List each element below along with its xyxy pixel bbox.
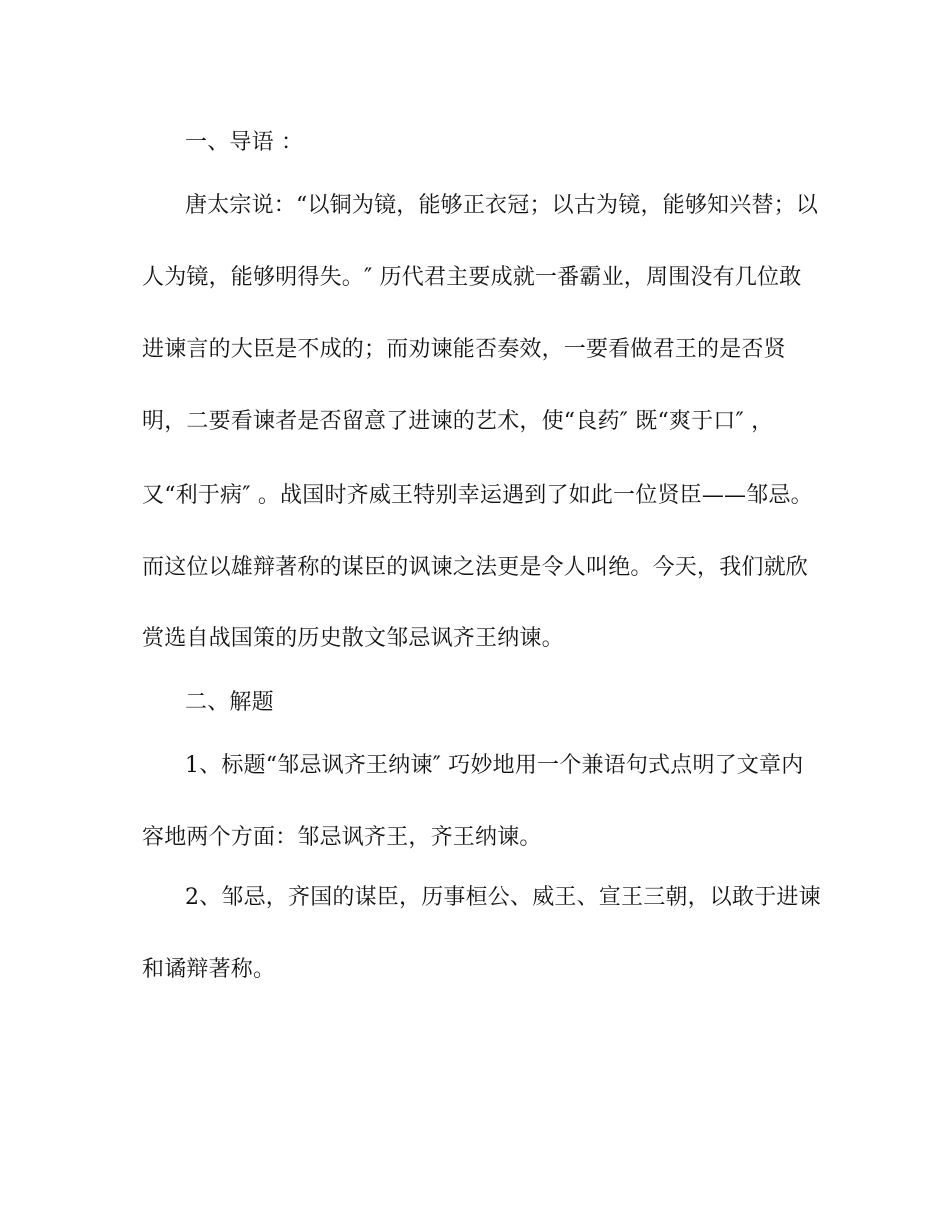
paragraph-line: 2、邹忌，齐国的谋臣，历事桓公、威王、宣王三朝，以敢于进谏: [185, 885, 821, 910]
paragraph-line: 人为镜，能够明得失。″ 历代君主要成就一番霸业，周围没有几位敢: [142, 265, 802, 290]
paragraph-line: 赏选自战国策的历史散文邹忌讽齐王纳谏。: [142, 626, 564, 651]
paragraph-line: 和谲辩著称。: [142, 957, 276, 982]
paragraph-line: 1、标题“邹忌讽齐王纳谏″ 巧妙地用一个兼语句式点明了文章内: [185, 753, 804, 778]
section-heading-title-analysis: 二、解题: [185, 690, 274, 715]
paragraph-line: 唐太宗说：“以铜为镜，能够正衣冠；以古为镜，能够知兴替；以: [185, 193, 819, 218]
paragraph-line: 明，二要看谏者是否留意了进谏的艺术，使“良药″ 既“爽于口″ ，: [142, 409, 774, 434]
paragraph-line: 而这位以雄辩著称的谋臣的讽谏之法更是令人叫绝。今天，我们就欣: [142, 555, 809, 580]
paragraph-line: 又“利于病″ 。战国时齐威王特别幸运遇到了如此一位贤臣——邹忌。: [142, 483, 813, 508]
paragraph-line: 进谏言的大臣是不成的；而劝谏能否奏效，一要看做君王的是否贤: [142, 337, 786, 362]
paragraph-line: 容地两个方面：邹忌讽齐王，齐王纳谏。: [142, 825, 542, 850]
section-heading-intro: 一、导语 ：: [185, 130, 304, 155]
